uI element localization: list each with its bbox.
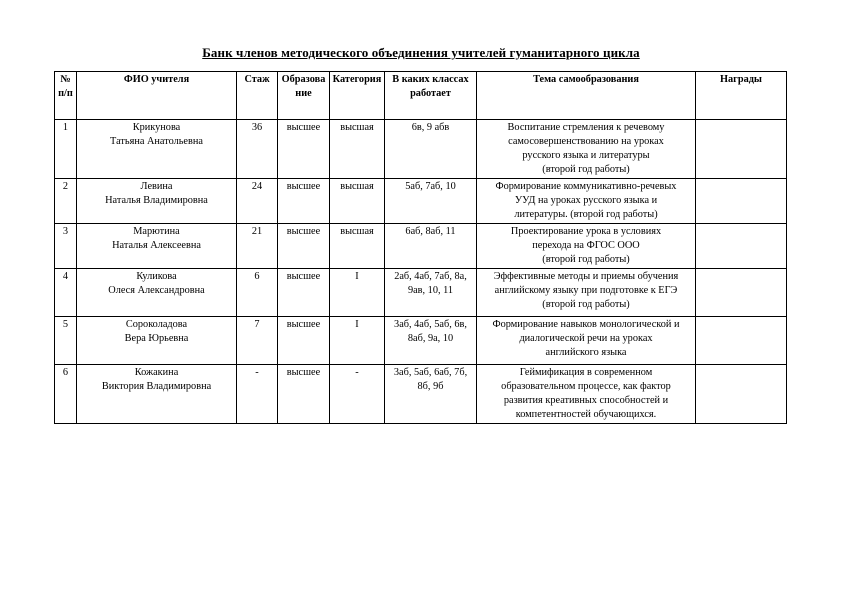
row-education: высшее: [278, 317, 330, 365]
theme-line: Проектирование урока в условиях: [510, 226, 662, 237]
theme-line: развития креативных способностей и: [503, 395, 669, 406]
table-row: [55, 224, 787, 269]
row-stazh: 6: [237, 269, 278, 317]
row-fio: [77, 120, 237, 179]
row-classes: 6в, 9 абв: [385, 120, 477, 179]
theme-line: Воспитание стремления к речевому: [507, 122, 665, 133]
theme-line: самосовершенствованию на уроках: [508, 136, 664, 147]
theme-line: перехода на ФГОС ООО: [532, 240, 640, 251]
row-education: высшее: [278, 224, 330, 269]
header-awards: Награды: [696, 72, 787, 120]
document-title: Банк членов методического объединения учителей гуманитарного цикла: [202, 45, 640, 60]
teacher-name: Татьяна Анатольевна: [110, 136, 203, 147]
row-theme: [477, 179, 696, 224]
theme-line: (второй год работы): [542, 164, 630, 175]
row-theme: [477, 120, 696, 179]
row-awards: [696, 365, 787, 424]
row-category: высшая: [330, 179, 385, 224]
row-awards: [696, 224, 787, 269]
row-classes: 5аб, 7аб, 10: [385, 179, 477, 224]
theme-line: Эффективные методы и приемы обучения: [493, 271, 679, 282]
row-fio: [77, 224, 237, 269]
header-num: № п/п: [55, 72, 77, 120]
table-row: [55, 179, 787, 224]
teacher-name: Вера Юрьевна: [124, 333, 189, 344]
row-num: 1: [55, 120, 77, 179]
header-category: Категория: [330, 72, 385, 120]
theme-line: Формирование навыков монологической и: [492, 319, 680, 330]
row-classes: 6аб, 8аб, 11: [385, 224, 477, 269]
row-stazh: 36: [237, 120, 278, 179]
row-theme: [477, 317, 696, 365]
theme-line: Геймификация в современном: [519, 367, 653, 378]
table-row: [55, 120, 787, 179]
row-num: 6: [55, 365, 77, 424]
theme-line: литературы. (второй год работы): [514, 209, 658, 220]
row-stazh: 7: [237, 317, 278, 365]
theme-line: (второй год работы): [542, 299, 630, 310]
row-classes: 3аб, 5аб, 6аб, 7б, 8б, 9б: [385, 365, 477, 424]
theme-line: (второй год работы): [542, 254, 630, 265]
row-num: 2: [55, 179, 77, 224]
row-stazh: 24: [237, 179, 278, 224]
row-education: высшее: [278, 365, 330, 424]
theme-line: компетентностей обучающихся.: [515, 409, 657, 420]
table-row: [55, 269, 787, 317]
row-theme: [477, 269, 696, 317]
header-fio: ФИО учителя: [77, 72, 237, 120]
row-num: 5: [55, 317, 77, 365]
row-num: 4: [55, 269, 77, 317]
teacher-surname: Марютина: [133, 226, 180, 237]
row-fio: [77, 317, 237, 365]
teacher-name: Виктория Владимировна: [101, 381, 212, 392]
row-awards: [696, 179, 787, 224]
teacher-surname: Крикунова: [132, 122, 181, 133]
teacher-surname: Левина: [140, 181, 173, 192]
row-education: высшее: [278, 269, 330, 317]
row-category: высшая: [330, 120, 385, 179]
row-fio: [77, 365, 237, 424]
row-theme: [477, 224, 696, 269]
row-classes: 2аб, 4аб, 7аб, 8а, 9ав, 10, 11: [385, 269, 477, 317]
theme-line: Формирование коммуникативно-речевых: [495, 181, 677, 192]
table-header-row: [55, 72, 787, 120]
teacher-surname: Кожакина: [134, 367, 179, 378]
row-awards: [696, 269, 787, 317]
row-category: I: [330, 269, 385, 317]
table-row: [55, 317, 787, 365]
row-category: I: [330, 317, 385, 365]
row-theme: [477, 365, 696, 424]
teacher-name: Олеся Александровна: [108, 285, 205, 296]
theme-line: образовательном процессе, как фактор: [501, 381, 671, 392]
teacher-name: Наталья Алексеевна: [112, 240, 201, 251]
teachers-table: [54, 71, 787, 424]
teacher-surname: Куликова: [136, 271, 177, 282]
theme-line: диалогической речи на уроках: [519, 333, 653, 344]
theme-line: английского языка: [545, 347, 627, 358]
theme-line: английскому языку при подготовке к ЕГЭ: [494, 285, 678, 296]
row-education: высшее: [278, 179, 330, 224]
theme-line: русского языка и литературы: [522, 150, 650, 161]
header-classes: В каких классах работает: [385, 72, 477, 120]
header-education: Образование: [278, 72, 330, 120]
row-fio: [77, 269, 237, 317]
header-stazh: Стаж: [237, 72, 278, 120]
teacher-surname: Сороколадова: [125, 319, 188, 330]
teacher-name: Наталья Владимировна: [105, 195, 208, 206]
row-stazh: 21: [237, 224, 278, 269]
row-category: высшая: [330, 224, 385, 269]
row-awards: [696, 120, 787, 179]
row-awards: [696, 317, 787, 365]
row-category: -: [330, 365, 385, 424]
row-education: высшее: [278, 120, 330, 179]
theme-line: УУД на уроках русского языка и: [514, 195, 658, 206]
row-stazh: -: [237, 365, 278, 424]
table-row: [55, 365, 787, 424]
header-theme: Тема самообразования: [477, 72, 696, 120]
row-num: 3: [55, 224, 77, 269]
row-classes: 3аб, 4аб, 5аб, 6в, 8аб, 9а, 10: [385, 317, 477, 365]
row-fio: [77, 179, 237, 224]
table-body: [55, 120, 787, 424]
